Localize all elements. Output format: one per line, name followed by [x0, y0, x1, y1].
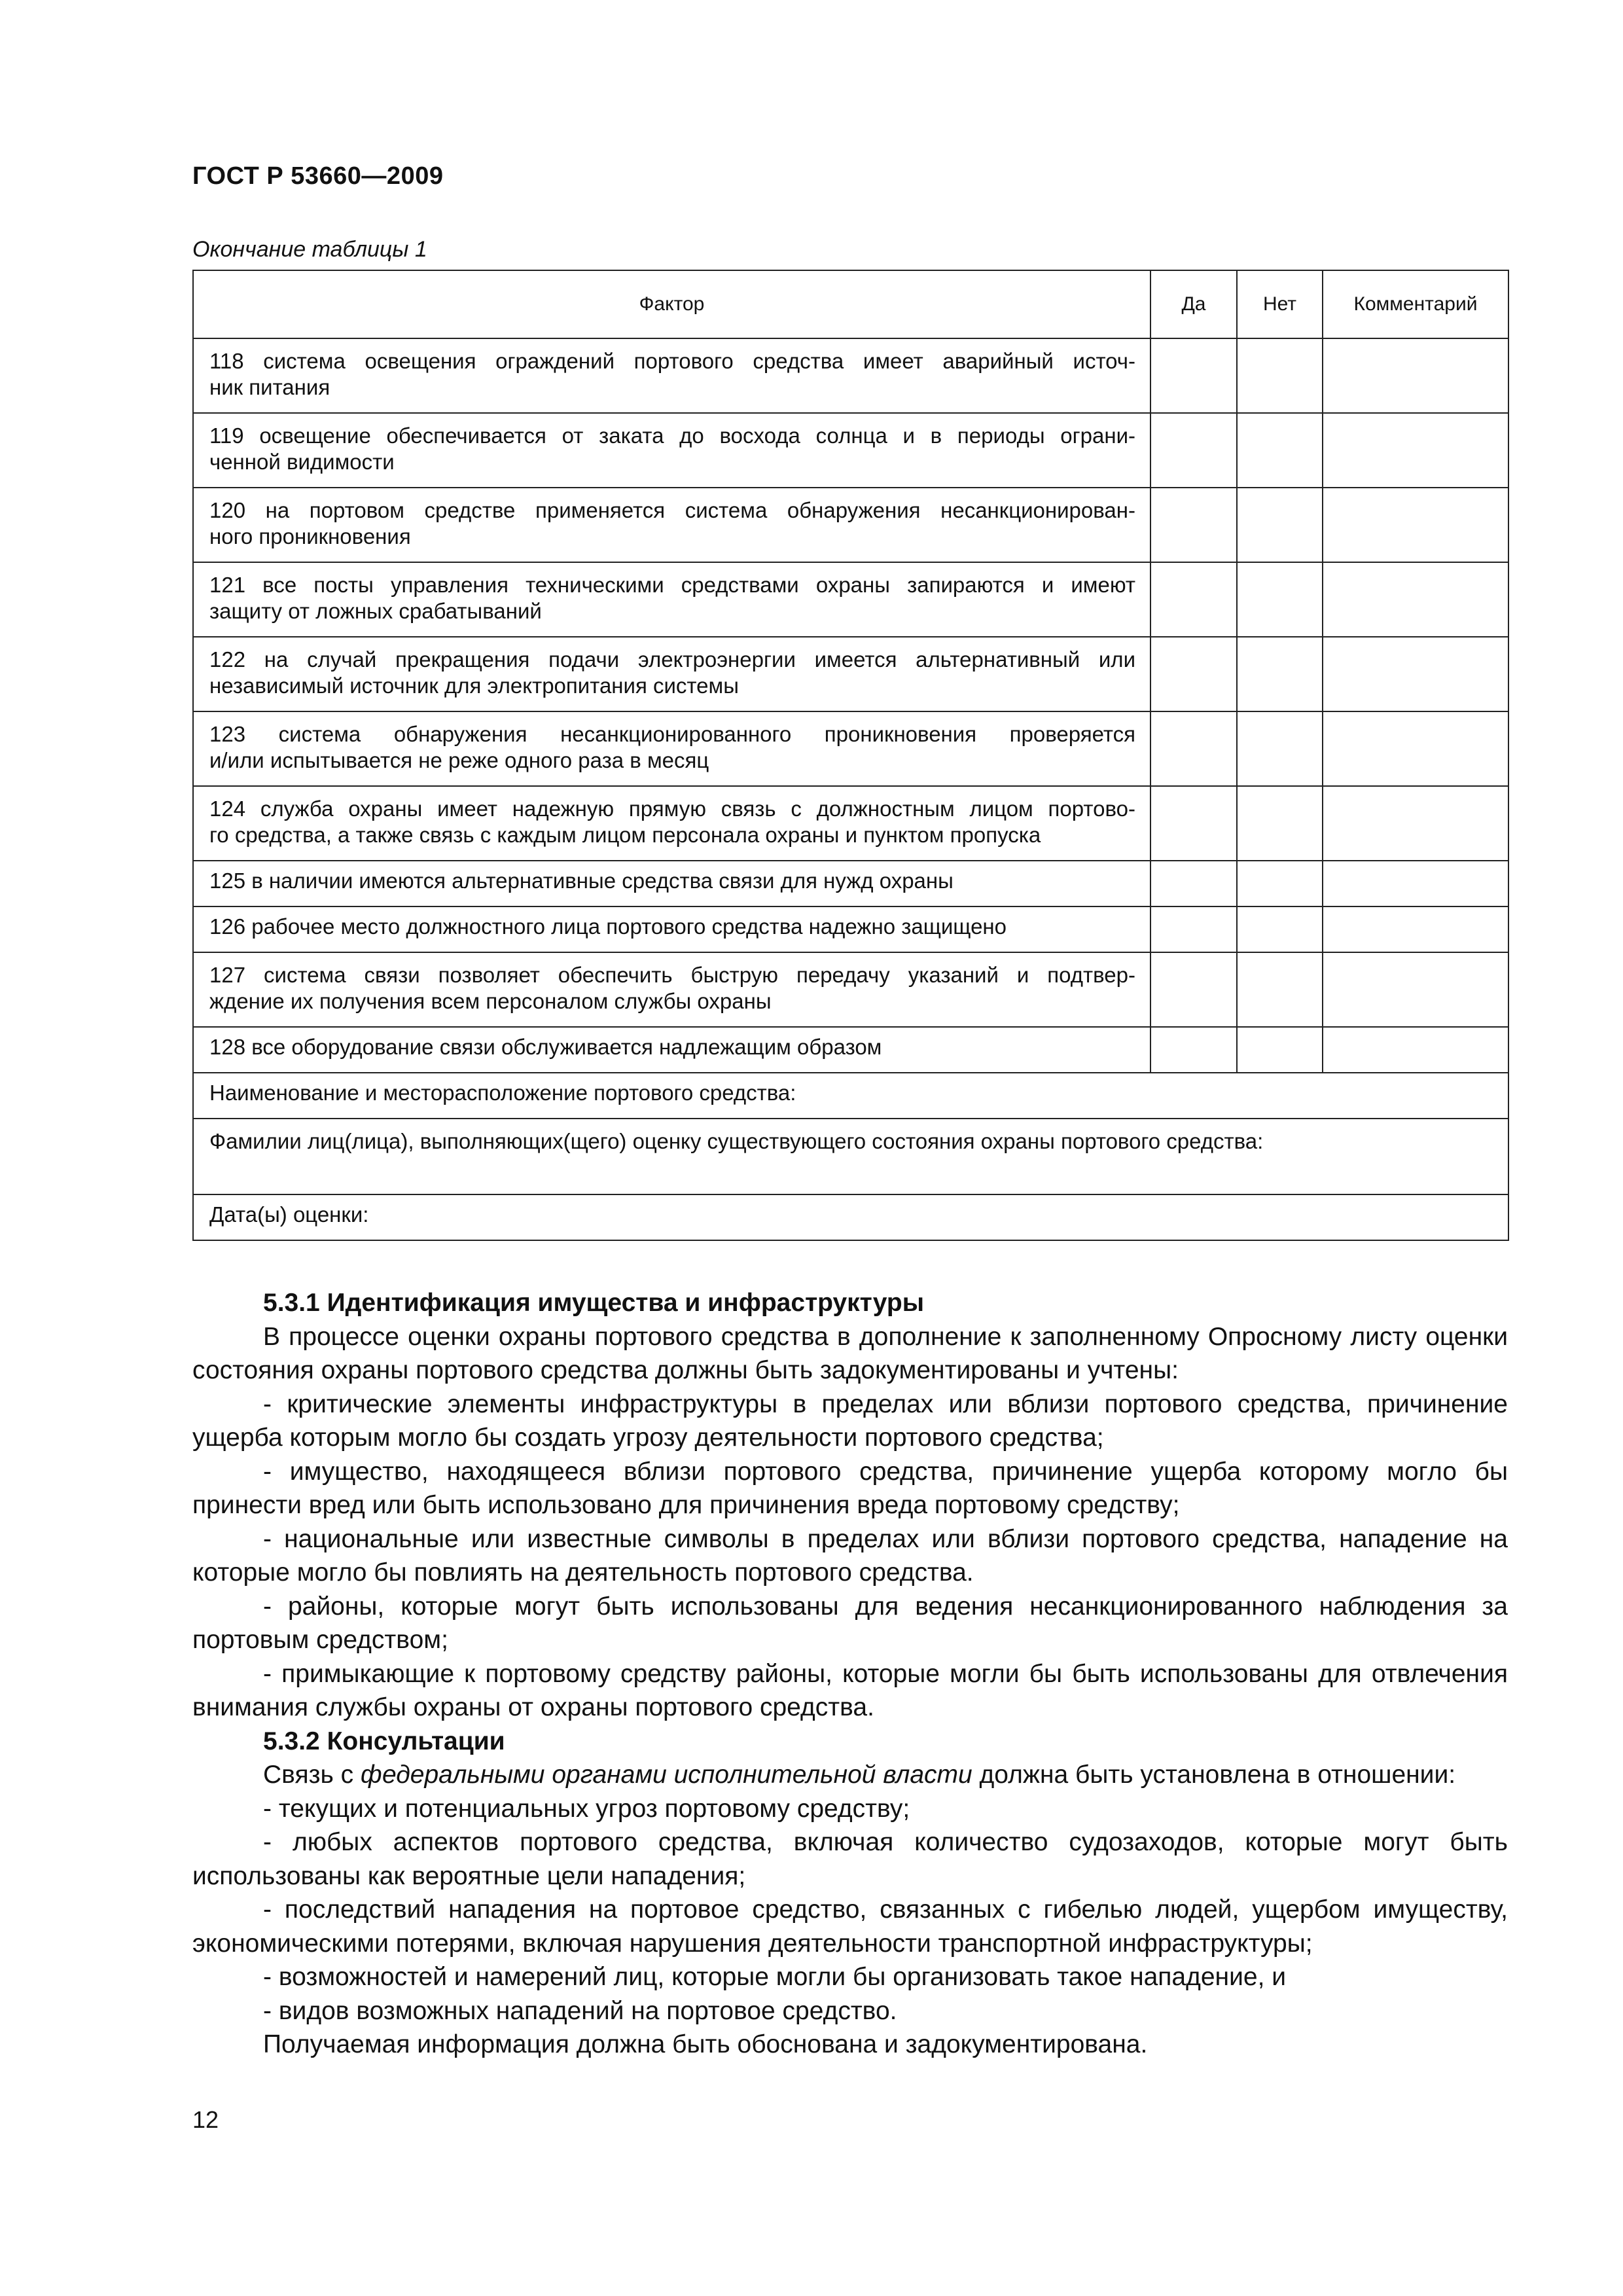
list-item: - национальные или известные символы в пределах или вблизи портового средства, нападение на которые могло бы повлиять на деятельность портового средства.	[192, 1524, 1508, 1587]
yes-cell[interactable]	[1150, 413, 1237, 488]
column-header-yes: Да	[1150, 270, 1237, 338]
yes-cell[interactable]	[1150, 906, 1237, 952]
no-cell[interactable]	[1237, 1027, 1323, 1073]
comment-cell[interactable]	[1323, 711, 1508, 786]
table-row	[193, 488, 1508, 562]
list-item: - последствий нападения на портовое средство, связанных с гибелью людей, ущербом имуществу, экономическими потерями, включая нарушения деятельности транспортной инфраструктуры;	[192, 1895, 1508, 1958]
factor-cell	[193, 711, 1150, 786]
factors-table	[192, 270, 1509, 1241]
factor-cell	[193, 952, 1150, 1027]
footer-row-assessors	[193, 1119, 1508, 1194]
factor-cell	[193, 562, 1150, 637]
comment-cell[interactable]	[1323, 906, 1508, 952]
comment-cell[interactable]	[1323, 952, 1508, 1027]
table-row	[193, 637, 1508, 711]
table-row	[193, 906, 1508, 952]
footer-row-facility	[193, 1073, 1508, 1119]
comment-cell[interactable]	[1323, 786, 1508, 861]
comment-cell[interactable]	[1323, 488, 1508, 562]
factor-line-1: 121 все посты управления техническими средствами охраны запираются и имеют	[209, 573, 1135, 597]
factor-line-2: защиту от ложных срабатываний	[209, 599, 542, 623]
list-item: - любых аспектов портового средства, включая количество судозаходов, которые могут быть использованы как вероятные цели нападения;	[192, 1828, 1508, 1890]
list-item: - видов возможных нападений на портовое средство.	[263, 1996, 897, 2025]
table-row	[193, 413, 1508, 488]
no-cell[interactable]	[1237, 861, 1323, 906]
facility-name-field[interactable]: Наименование и месторасположение портового средства:	[193, 1073, 1508, 1119]
no-cell[interactable]	[1237, 562, 1323, 637]
assessors-field[interactable]: Фамилии лиц(лица), выполняющих(щего) оценку существующего состояния охраны портового средства:	[193, 1119, 1508, 1194]
factor-line-1: 120 на портовом средстве применяется система обнаружения несанкционирован-	[209, 498, 1135, 522]
yes-cell[interactable]	[1150, 562, 1237, 637]
document-code: ГОСТ Р 53660—2009	[192, 162, 444, 190]
yes-cell[interactable]	[1150, 952, 1237, 1027]
section-heading-5-3-1: 5.3.1 Идентификация имущества и инфраструктуры	[263, 1289, 925, 1317]
factor-line-1: 122 на случай прекращения подачи электроэнергии имеется альтернативный или	[209, 647, 1135, 672]
no-cell[interactable]	[1237, 711, 1323, 786]
yes-cell[interactable]	[1150, 338, 1237, 413]
factor-cell	[193, 338, 1150, 413]
factor-cell	[193, 488, 1150, 562]
paragraph	[192, 1758, 1508, 1792]
factor-line-1: 118 система освещения ограждений портового средства имеет аварийный источ-	[209, 349, 1135, 373]
factor-line-2: ник питания	[209, 375, 330, 399]
comment-cell[interactable]	[1323, 338, 1508, 413]
factor-cell	[193, 637, 1150, 711]
table-row	[193, 952, 1508, 1027]
factor-line-1: 119 освещение обеспечивается от заката до восхода солнца и в периоды ограни-	[209, 423, 1135, 448]
list-item: - текущих и потенциальных угроз портовому средству;	[263, 1794, 910, 1823]
no-cell[interactable]	[1237, 952, 1323, 1027]
column-header-comment: Комментарий	[1323, 270, 1508, 338]
list-item: - районы, которые могут быть использованы для ведения несанкционированного наблюдения за портовым средством;	[192, 1592, 1508, 1654]
page-number: 12	[192, 2106, 219, 2133]
factor-line-2: ждение их получения всем персоналом службы охраны	[209, 989, 772, 1013]
list-item: - критические элементы инфраструктуры в пределах или вблизи портового средства, причинение ущерба которым могло бы создать угрозу деятельности портового средства;	[192, 1390, 1508, 1452]
no-cell[interactable]	[1237, 906, 1323, 952]
factor-line-1: 124 служба охраны имеет надежную прямую связь с должностным лицом портово-	[209, 797, 1135, 821]
factor-line-1: 127 система связи позволяет обеспечить быструю передачу указаний и подтвер-	[209, 963, 1135, 987]
no-cell[interactable]	[1237, 413, 1323, 488]
table-row	[193, 338, 1508, 413]
factor-line-2: го средства, а также связь с каждым лицом персонала охраны и пунктом пропуска	[209, 823, 1041, 847]
section-heading-5-3-2: 5.3.2 Консультации	[263, 1727, 505, 1755]
list-item: - возможностей и намерений лиц, которые могли бы организовать такое нападение, и	[263, 1963, 1287, 1991]
yes-cell[interactable]	[1150, 711, 1237, 786]
factor-line-2: и/или испытывается не реже одного раза в месяц	[209, 748, 709, 772]
table-row	[193, 711, 1508, 786]
comment-cell[interactable]	[1323, 413, 1508, 488]
intro-text: Связь с	[263, 1761, 361, 1789]
footer-row-dates	[193, 1194, 1508, 1240]
factor-cell	[193, 1027, 1150, 1073]
body-text	[192, 1286, 1508, 2062]
factor-line-2: ченной видимости	[209, 450, 395, 474]
paragraph: В процессе оценки охраны портового средства в дополнение к заполненному Опросному листу оценки состояния охраны портового средства должны быть задокументированы и учтены:	[192, 1322, 1508, 1384]
comment-cell[interactable]	[1323, 861, 1508, 906]
factor-cell	[193, 861, 1150, 906]
factor-line-1: 128 все оборудование связи обслуживается надлежащим образом	[209, 1035, 882, 1059]
factor-cell	[193, 413, 1150, 488]
column-header-no: Нет	[1237, 270, 1323, 338]
factor-line-2: независимый источник для электропитания системы	[209, 673, 739, 698]
yes-cell[interactable]	[1150, 1027, 1237, 1073]
list-item: - имущество, находящееся вблизи портового средства, причинение ущерба которому могло бы принести вред или быть использовано для причинения вреда портовому средству;	[192, 1457, 1508, 1519]
paragraph: Получаемая информация должна быть обоснована и задокументирована.	[263, 2030, 1148, 2058]
factor-line-2: ного проникновения	[209, 524, 411, 548]
table-row	[193, 1027, 1508, 1073]
no-cell[interactable]	[1237, 488, 1323, 562]
intro-italic-text: федеральными органами исполнительной власти	[360, 1761, 972, 1789]
factor-cell	[193, 786, 1150, 861]
table-row	[193, 861, 1508, 906]
table-caption: Окончание таблицы 1	[192, 237, 427, 262]
comment-cell[interactable]	[1323, 637, 1508, 711]
column-header-factor: Фактор	[193, 270, 1150, 338]
yes-cell[interactable]	[1150, 488, 1237, 562]
factor-line-1: 126 рабочее место должностного лица портового средства надежно защищено	[209, 914, 1007, 939]
no-cell[interactable]	[1237, 338, 1323, 413]
no-cell[interactable]	[1237, 637, 1323, 711]
factor-cell	[193, 906, 1150, 952]
factor-line-1: 123 система обнаружения несанкционированного проникновения проверяется	[209, 722, 1135, 746]
yes-cell[interactable]	[1150, 786, 1237, 861]
yes-cell[interactable]	[1150, 861, 1237, 906]
comment-cell[interactable]	[1323, 1027, 1508, 1073]
table-row	[193, 786, 1508, 861]
table-row	[193, 562, 1508, 637]
no-cell[interactable]	[1237, 786, 1323, 861]
list-item: - примыкающие к портовому средству районы, которые могли бы быть использованы для отвлечения внимания службы охраны от охраны портового средства.	[192, 1659, 1508, 1721]
comment-cell[interactable]	[1323, 562, 1508, 637]
factor-line-1: 125 в наличии имеются альтернативные средства связи для нужд охраны	[209, 869, 954, 893]
assessment-date-field[interactable]: Дата(ы) оценки:	[193, 1194, 1508, 1240]
table-header-row	[193, 270, 1508, 338]
intro-text-end: должна быть установлена в отношении:	[972, 1761, 1456, 1789]
yes-cell[interactable]	[1150, 637, 1237, 711]
